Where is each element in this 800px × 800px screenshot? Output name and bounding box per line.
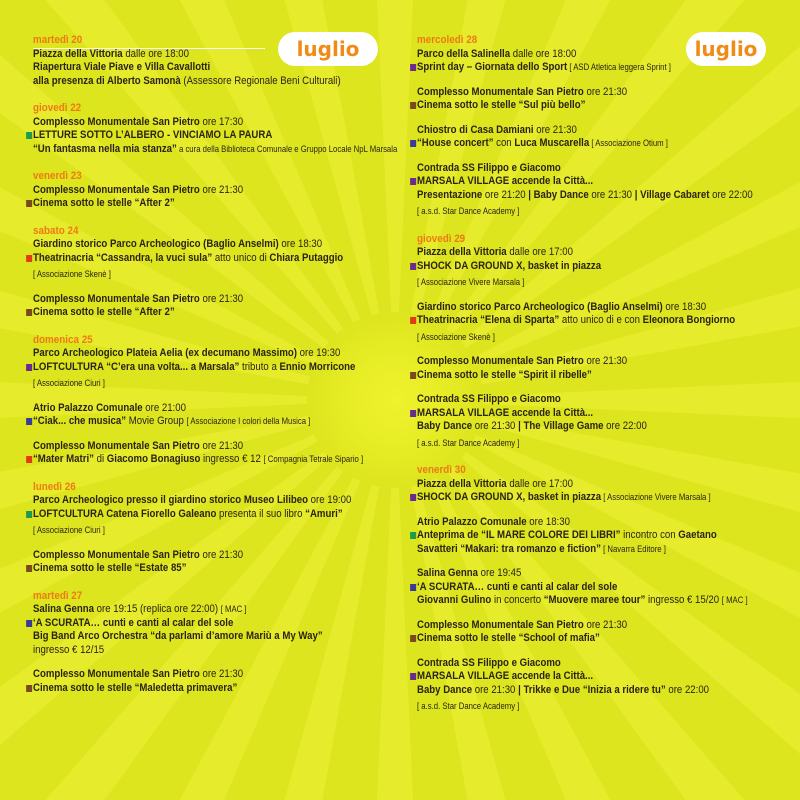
event-line: Parco Archeologico Plateia Aelia (ex decumano Massimo) ore 19:30 bbox=[33, 347, 341, 359]
event-line: “Mater Matri” di Giacomo Bonagiuso ingresso € 12 [ Compagnia Tetrale Sipario ] bbox=[33, 453, 356, 467]
day-block-24 bbox=[33, 225, 408, 320]
event-line: Contrada SS Filippo e Giacomo bbox=[417, 161, 561, 174]
event-line: Parco della Salinella dalle ore 18:00 bbox=[417, 47, 577, 60]
category-square-books bbox=[26, 511, 32, 518]
category-square-village bbox=[410, 263, 416, 270]
event-line: Cinema sotto le stelle “Maledetta primavera” bbox=[33, 682, 356, 696]
category-square-cinema bbox=[26, 685, 32, 692]
event-line: Cinema sotto le stelle “After 2” bbox=[33, 306, 356, 320]
category-square-village bbox=[26, 364, 32, 371]
event-line: Piazza della Vittoria dalle ore 17:00 bbox=[417, 246, 573, 258]
event-line: Cinema sotto le stelle “School of mafia” bbox=[417, 632, 740, 646]
event-line: Cinema sotto le stelle “Estate 85” bbox=[33, 562, 356, 576]
event-line: ingresso € 12/15 bbox=[33, 643, 105, 656]
event-line: Complesso Monumentale San Pietro ore 21:30 bbox=[417, 85, 628, 98]
day-label: venerdì 30 bbox=[417, 464, 466, 476]
event-line: Complesso Monumentale San Pietro ore 21:30 bbox=[33, 292, 244, 305]
category-square-village bbox=[410, 410, 416, 417]
event-line: LETTURE SOTTO L’ALBERO - VINCIAMO LA PAURA bbox=[33, 129, 356, 143]
event-line: Theatrinacria “Cassandra, la vuci sula” atto unico di Chiara Putaggio bbox=[33, 252, 356, 266]
event-line: SHOCK DA GROUND X, basket in piazza [ Associazione Vivere Marsala ] bbox=[417, 491, 740, 505]
event-line: Theatrinacria “Elena di Sparta” atto unico di e con Eleonora Bongiorno bbox=[417, 314, 740, 328]
day-block-23 bbox=[33, 170, 408, 211]
category-square-village bbox=[410, 673, 416, 680]
event-line: Complesso Monumentale San Pietro ore 17:30 bbox=[33, 115, 244, 128]
event-line: Presentazione ore 21:20 | Baby Dance ore 21:30 | Village Cabaret ore 22:00 bbox=[417, 188, 753, 201]
event-line: Chiostro di Casa Damiani ore 21:30 bbox=[417, 123, 577, 136]
organizer-line: [ Associazione Ciuri ] bbox=[33, 378, 105, 388]
category-square-cinema bbox=[410, 372, 416, 379]
organizer-line: [ Associazione Vivere Marsala ] bbox=[417, 277, 525, 287]
event-line: “House concert” con Luca Muscarella [ Associazione Otium ] bbox=[417, 137, 740, 151]
day-label: giovedì 29 bbox=[417, 232, 466, 245]
organizer-line: [ a.s.d. Star Dance Academy ] bbox=[417, 206, 520, 216]
event-line: Complesso Monumentale San Pietro ore 21:30 bbox=[417, 618, 628, 631]
event-line: Baby Dance ore 21:30 | Trikke e Due “Inizia a ridere tu” ore 22:00 bbox=[417, 683, 710, 696]
right-column bbox=[417, 34, 792, 714]
day-label: sabato 24 bbox=[33, 224, 79, 237]
event-line: Complesso Monumentale San Pietro ore 21:30 bbox=[33, 548, 244, 561]
category-square-books bbox=[26, 132, 32, 139]
category-square-cinema bbox=[26, 565, 32, 572]
event-line: Atrio Palazzo Comunale ore 18:30 bbox=[417, 515, 570, 528]
event-line: Giardino storico Parco Archeologico (Baglio Anselmi) ore 18:30 bbox=[33, 238, 323, 250]
event-line: Sprint day – Giornata dello Sport [ ASD Atletica leggera Sprint ] bbox=[417, 61, 740, 75]
category-square-music bbox=[26, 620, 32, 627]
event-line: Riapertura Viale Piave e Villa Cavallotti bbox=[33, 61, 211, 73]
day-label: martedì 27 bbox=[33, 589, 83, 602]
category-square-village bbox=[410, 64, 416, 71]
category-square-cinema bbox=[26, 309, 32, 316]
day-block-27 bbox=[33, 590, 408, 696]
event-line: “Ciak... che musica” Movie Group [ Associazione I colori della Musica ] bbox=[33, 415, 356, 429]
event-line: ‘A SCURATA… cunti e canti al calar del sole bbox=[33, 617, 356, 631]
event-line: MARSALA VILLAGE accende la Città... bbox=[417, 175, 740, 189]
event-line: Complesso Monumentale San Pietro ore 21:30 bbox=[33, 439, 244, 452]
category-square-theatre bbox=[26, 456, 32, 463]
month-badge-left: luglio bbox=[278, 32, 378, 66]
event-line: ‘A SCURATA… cunti e canti al calar del sole bbox=[417, 581, 740, 595]
category-square-cinema bbox=[410, 102, 416, 109]
event-line: Savatteri “Makari: tra romanzo e fiction” [ Navarra Editore ] bbox=[417, 542, 666, 555]
day-label: lunedì 26 bbox=[33, 480, 76, 493]
event-line: Complesso Monumentale San Pietro ore 21:30 bbox=[33, 183, 244, 196]
event-line: Cinema sotto le stelle “Sul più bello” bbox=[417, 99, 740, 113]
left-column bbox=[33, 34, 408, 695]
event-line: Contrada SS Filippo e Giacomo bbox=[417, 393, 561, 405]
organizer-line: [ a.s.d. Star Dance Academy ] bbox=[417, 701, 520, 711]
event-line: Piazza della Vittoria dalle ore 18:00 bbox=[33, 47, 189, 60]
day-block-22 bbox=[33, 102, 408, 156]
organizer-line: [ Associazione Ciuri ] bbox=[33, 525, 105, 535]
category-square-village bbox=[410, 178, 416, 185]
event-line: Big Band Arco Orchestra “da parlami d’amore Mariù a My Way” bbox=[33, 630, 323, 642]
event-line: Atrio Palazzo Comunale ore 21:00 bbox=[33, 401, 186, 414]
day-label: martedì 20 bbox=[33, 34, 83, 46]
event-line: Salina Genna ore 19:15 (replica ore 22:00) [ MAC ] bbox=[33, 603, 247, 615]
event-line: Piazza della Vittoria dalle ore 17:00 bbox=[417, 477, 573, 490]
event-line: Salina Genna ore 19:45 bbox=[417, 567, 522, 579]
event-line: Complesso Monumentale San Pietro ore 21:30 bbox=[417, 355, 628, 367]
event-line: Complesso Monumentale San Pietro ore 21:30 bbox=[33, 668, 244, 680]
category-square-music bbox=[410, 140, 416, 147]
organizer-line: [ Associazione Skenè ] bbox=[417, 331, 495, 342]
event-line: Cinema sotto le stelle “After 2” bbox=[33, 197, 356, 211]
category-square-cinema bbox=[26, 200, 32, 207]
category-square-theatre bbox=[26, 255, 32, 262]
event-line: LOFTCULTURA Catena Fiorello Galeano presenta il suo libro “Amuri” bbox=[33, 508, 356, 522]
day-block-26 bbox=[33, 481, 408, 576]
event-line: Baby Dance ore 21:30 | The Village Game ore 22:00 bbox=[417, 420, 647, 432]
category-square-music bbox=[410, 584, 416, 591]
event-line: Giardino storico Parco Archeologico (Baglio Anselmi) ore 18:30 bbox=[417, 300, 707, 313]
event-line: LOFTCULTURA “C’era una volta... a Marsala” tributo a Ennio Morricone bbox=[33, 361, 356, 375]
event-line: “Un fantasma nella mia stanza” a cura della Biblioteca Comunale e Gruppo Locale NpL Marsala bbox=[33, 142, 398, 155]
category-square-cinema bbox=[410, 635, 416, 642]
event-line: Cinema sotto le stelle “Spirit il ribelle” bbox=[417, 369, 740, 383]
event-line: SHOCK DA GROUND X, basket in piazza bbox=[417, 260, 740, 274]
day-label: venerdì 23 bbox=[33, 170, 82, 182]
day-block-25 bbox=[33, 334, 408, 467]
event-line: Parco Archeologico presso il giardino storico Museo Lilibeo ore 19:00 bbox=[33, 494, 352, 506]
day-label: giovedì 22 bbox=[33, 102, 82, 114]
event-line: Anteprima de “IL MARE COLORE DEI LIBRI” incontro con Gaetano bbox=[417, 529, 740, 543]
day-block-29 bbox=[417, 233, 792, 451]
category-square-theatre bbox=[410, 317, 416, 324]
event-line: Giovanni Gulino in concerto “Muovere maree tour” ingresso € 15/20 [ MAC ] bbox=[417, 594, 748, 606]
day-block-30 bbox=[417, 464, 792, 714]
organizer-line: [ Associazione Skenè ] bbox=[33, 269, 111, 279]
organizer-line: [ a.s.d. Star Dance Academy ] bbox=[417, 437, 520, 448]
day-label: mercoledì 28 bbox=[417, 34, 478, 46]
event-line: alla presenza di Alberto Samonà (Assessore Regionale Beni Culturali) bbox=[33, 74, 341, 87]
month-badge-right: luglio bbox=[686, 32, 766, 66]
event-line: Contrada SS Filippo e Giacomo bbox=[417, 656, 561, 669]
category-square-village bbox=[410, 494, 416, 501]
category-square-books bbox=[410, 532, 416, 539]
day-label: domenica 25 bbox=[33, 333, 93, 346]
category-square-music bbox=[26, 418, 32, 425]
event-line: MARSALA VILLAGE accende la Città... bbox=[417, 407, 740, 421]
event-line: MARSALA VILLAGE accende la Città... bbox=[417, 670, 740, 684]
